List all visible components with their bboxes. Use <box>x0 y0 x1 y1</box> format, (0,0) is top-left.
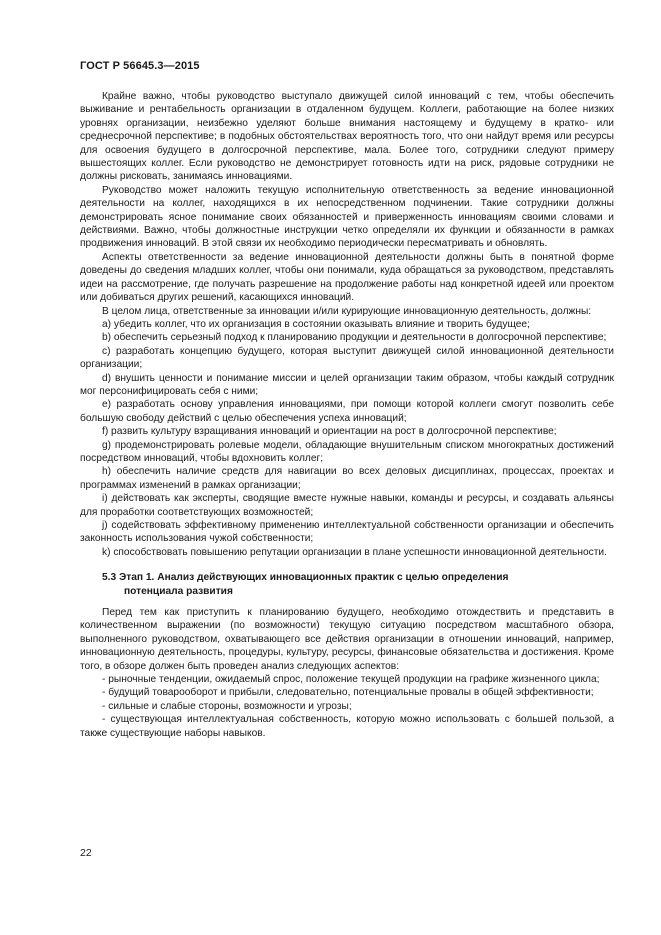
document-body <box>80 90 614 740</box>
bullet-item: - будущий товарооборот и прибыли, следовательно, потенциальные провалы в общей эффективности; <box>102 687 594 699</box>
list-item: f) развить культуру взращивания инноваций и ориентации на рост в долгосрочной перспективе; <box>102 426 557 438</box>
list-item: c) разработать концепцию будущего, которая выступит движущей силой инновационной деятельности организации; <box>80 345 614 371</box>
section-heading <box>80 571 614 598</box>
paragraph: Руководство может наложить текущую исполнительную ответственность за ведение инновационной деятельности на коллег, находящихся в их непосредственном подчинении. Такие сотрудники должны демонстрировать ясное понимание своих обязанностей и приверженность инновациям своими словами и действиями. Важно, чтобы должностные инструкции четко определяли их функции и обязанности в рамках продвижения инноваций. В этой связи их необходимо периодически пересматривать и обновлять. <box>80 184 614 250</box>
list-item: i) действовать как эксперты, сводящие вместе нужные навыки, команды и ресурсы, и создавать альянсы для проработки соответствующих возможностей; <box>80 493 614 518</box>
list-item: d) внушить ценности и понимание миссии и целей организации таким образом, чтобы каждый сотрудник мог персонифицировать себя с ними; <box>80 372 614 397</box>
list-item: a) убедить коллег, что их организация в состоянии оказывать влияние и творить будущее; <box>102 318 530 330</box>
list-item: g) продемонстрировать ролевые модели, обладающие внушительным списком многократных достижений посредством инноваций, чтобы вдохновить коллег; <box>80 439 614 464</box>
page-number: 22 <box>80 847 92 859</box>
document-header: ГОСТ Р 56645.3—2015 <box>80 60 200 72</box>
section-heading-line1: 5.3 Этап 1. Анализ действующих инновационных практик с целью определения <box>102 572 509 584</box>
section-heading-line2: потенциала развития <box>124 585 233 597</box>
bullet-item: - сильные и слабые стороны, возможности и угрозы; <box>102 700 352 712</box>
paragraph: Перед тем как приступить к планированию будущего, необходимо отождествить и представить в количественном выражении (по возможности) текущую ситуацию посредством масштабного обзора, выполненного руководством, охватывающего все действия организации в отношении инноваций, например, инновационную деятельность, процедуры, культуру, ресурсы, финансовые обязательства и достижения. Кроме того, в обзоре должен быть проведен анализ следующих аспектов: <box>80 607 614 672</box>
bullet-item: - существующая интеллектуальная собственность, которую можно использовать с большей пользой, а также существующие наборы навыков. <box>80 714 614 739</box>
paragraph: Аспекты ответственности за ведение инновационной деятельности должны быть в понятной форме доведены до сведения младших коллег, чтобы они понимали, куда обращаться за руководством, представлять идеи на рассмотрение, где получать разрешение на продолжение работы над конкретной идеей или проектом или добиваться других решений, касающихся инноваций. <box>80 251 614 304</box>
paragraph: Крайне важно, чтобы руководство выступало движущей силой инноваций с тем, чтобы обеспечить выживание и рентабельность организации в отдаленном будущем. Коллеги, работающие на более низких уровнях организации, неизбежно уделяют больше внимания настоящему и будущему в кратко- или среднесрочной перспективе; в подобных обстоятельствах вероятность того, что они найдут время или ресурсы для освоения будущего в долгосрочной перспективе, мала. Более того, сотрудники следуют примеру вышестоящих коллег. Если руководство не демонстрирует готовность идти на риск, рядовые сотрудники не должны рисковать, занимаясь инновациями. <box>80 91 614 183</box>
paragraph: В целом лица, ответственные за инновации и/или курирующие инновационную деятельность, должны: <box>102 305 592 317</box>
bullet-item: - рыночные тенденции, ожидаемый спрос, положение текущей продукции на графике жизненного цикла; <box>102 674 600 686</box>
section-spacer <box>80 559 614 571</box>
list-item: k) способствовать повышению репутации организации в плане успешности инновационной деятельности. <box>102 546 607 558</box>
list-item: e) разработать основу управления инновациями, при помощи которой коллеги смогут позволить себе большую свободу действий с целью обеспечения успеха инноваций; <box>80 399 614 424</box>
list-item: j) содействовать эффективному применению интеллектуальной собственности организации и обеспечить законность использования чужой собственности; <box>80 520 614 545</box>
list-item: h) обеспечить наличие средств для навигации во всех деловых дисциплинах, процессах, проектах и программах изменений в рамках организации; <box>80 466 614 491</box>
list-item: b) обеспечить серьезный подход к планированию продукции и деятельности в долгосрочной перспективе; <box>102 332 607 344</box>
